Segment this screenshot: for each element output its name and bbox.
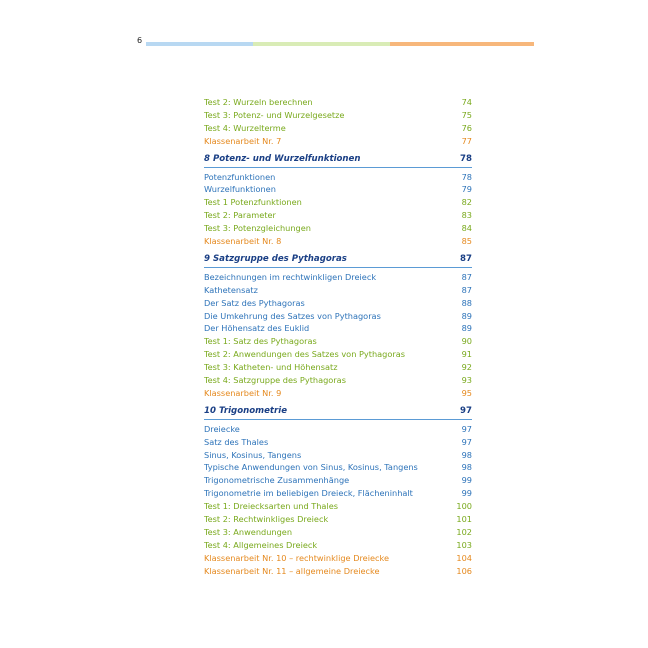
entry-title: Test 3: Potenz- und Wurzelgesetze bbox=[204, 109, 345, 120]
entry-title: Test 4: Satzgruppe des Pythagoras bbox=[204, 375, 346, 386]
entry-page: 89 bbox=[461, 323, 472, 334]
entry-page: 77 bbox=[461, 135, 472, 146]
toc-entry[interactable] bbox=[204, 284, 472, 297]
toc-entry[interactable] bbox=[204, 461, 472, 474]
header-bar-orange bbox=[390, 42, 534, 46]
entry-title: Test 2: Wurzeln berechnen bbox=[204, 97, 313, 107]
entry-title: Test 4: Allgemeines Dreieck bbox=[204, 539, 318, 550]
entry-title: Test 2: Parameter bbox=[204, 210, 276, 221]
toc-entry[interactable] bbox=[204, 565, 472, 578]
entry-title: Der Satz des Pythagoras bbox=[204, 297, 305, 308]
chapter-9-entries bbox=[204, 271, 472, 400]
entry-title: Test 2: Anwendungen des Satzes von Pythagoras bbox=[204, 349, 406, 360]
entry-page: 92 bbox=[461, 362, 472, 373]
entry-page: 97 bbox=[461, 423, 472, 434]
chapter-page: 78 bbox=[460, 154, 472, 165]
entry-title: Test 3: Potenzgleichungen bbox=[204, 223, 311, 234]
toc-entry[interactable] bbox=[204, 135, 472, 148]
chapter-heading-10[interactable] bbox=[204, 404, 472, 420]
entry-page: 97 bbox=[461, 436, 472, 447]
entry-page: 103 bbox=[456, 539, 472, 550]
entry-page: 83 bbox=[461, 210, 472, 221]
entry-title: Klassenarbeit Nr. 7 bbox=[204, 135, 282, 146]
entry-page: 98 bbox=[461, 449, 472, 460]
entry-page: 89 bbox=[461, 310, 472, 321]
entry-page: 99 bbox=[461, 475, 472, 486]
page-number: 6 bbox=[137, 36, 143, 45]
toc-entry[interactable] bbox=[204, 500, 472, 513]
entry-title: Kathetensatz bbox=[204, 284, 258, 295]
chapter-page: 97 bbox=[460, 406, 472, 417]
entry-title: Satz des Thales bbox=[204, 436, 269, 447]
entry-page: 91 bbox=[461, 349, 472, 360]
entry-page: 104 bbox=[456, 552, 472, 563]
toc-entry[interactable] bbox=[204, 552, 472, 565]
chapter-10-entries bbox=[204, 423, 472, 578]
entry-title: Test 1 Potenzfunktionen bbox=[204, 197, 302, 208]
toc-entry[interactable] bbox=[204, 171, 472, 184]
toc-entry[interactable] bbox=[204, 96, 472, 109]
entry-page: 95 bbox=[461, 387, 472, 398]
entry-title: Sinus, Kosinus, Tangens bbox=[204, 449, 302, 460]
entry-page: 88 bbox=[461, 297, 472, 308]
chapter-title: 8 Potenz- und Wurzelfunktionen bbox=[204, 154, 361, 165]
entry-title: Bezeichnungen im rechtwinkligen Dreieck bbox=[204, 271, 377, 282]
entry-page: 100 bbox=[456, 501, 472, 512]
toc-entry[interactable] bbox=[204, 423, 472, 436]
entry-page: 106 bbox=[456, 565, 472, 576]
table-of-contents bbox=[204, 96, 472, 578]
chapter-page: 87 bbox=[460, 254, 472, 265]
entry-title: Die Umkehrung des Satzes von Pythagoras bbox=[204, 310, 381, 321]
toc-entry[interactable] bbox=[204, 387, 472, 400]
toc-entry[interactable] bbox=[204, 335, 472, 348]
entry-title: Test 2: Rechtwinkliges Dreieck bbox=[204, 514, 329, 525]
entry-page: 85 bbox=[461, 236, 472, 247]
entry-page: 93 bbox=[461, 375, 472, 386]
toc-entry[interactable] bbox=[204, 297, 472, 310]
entry-title: Klassenarbeit Nr. 10 – rechtwinklige Dreiecke bbox=[204, 552, 390, 563]
entry-page: 79 bbox=[461, 184, 472, 195]
entry-title: Wurzelfunktionen bbox=[204, 184, 276, 195]
entry-page: 74 bbox=[461, 97, 472, 107]
chapter-heading-9[interactable] bbox=[204, 252, 472, 268]
entry-page: 102 bbox=[456, 526, 472, 537]
entry-page: 98 bbox=[461, 462, 472, 473]
toc-entry[interactable] bbox=[204, 310, 472, 323]
toc-entry[interactable] bbox=[204, 539, 472, 552]
toc-entry[interactable] bbox=[204, 235, 472, 248]
entry-page: 99 bbox=[461, 488, 472, 499]
toc-entry[interactable] bbox=[204, 209, 472, 222]
entry-title: Test 1: Satz des Pythagoras bbox=[204, 336, 317, 347]
entry-title: Klassenarbeit Nr. 8 bbox=[204, 236, 282, 247]
chapter-title: 9 Satzgruppe des Pythagoras bbox=[204, 254, 347, 265]
entry-title: Trigonometrische Zusammenhänge bbox=[204, 475, 350, 486]
entry-title: Trigonometrie im beliebigen Dreieck, Flächeninhalt bbox=[204, 488, 413, 499]
entry-page: 84 bbox=[461, 223, 472, 234]
toc-entry[interactable] bbox=[204, 122, 472, 135]
entry-title: Test 3: Katheten- und Höhensatz bbox=[204, 362, 338, 373]
entry-title: Klassenarbeit Nr. 11 – allgemeine Dreiecke bbox=[204, 565, 380, 576]
toc-entry[interactable] bbox=[204, 487, 472, 500]
entry-title: Test 4: Wurzelterme bbox=[204, 122, 286, 133]
entry-page: 87 bbox=[461, 284, 472, 295]
toc-entry[interactable] bbox=[204, 474, 472, 487]
toc-entry[interactable] bbox=[204, 196, 472, 209]
entry-page: 87 bbox=[461, 271, 472, 282]
toc-entry[interactable] bbox=[204, 222, 472, 235]
entry-page: 78 bbox=[461, 171, 472, 182]
toc-block-continued bbox=[204, 96, 472, 148]
toc-entry[interactable] bbox=[204, 183, 472, 196]
header-bar-blue bbox=[146, 42, 253, 46]
toc-entry[interactable] bbox=[204, 361, 472, 374]
entry-page: 90 bbox=[461, 336, 472, 347]
toc-entry[interactable] bbox=[204, 322, 472, 335]
toc-entry[interactable] bbox=[204, 436, 472, 449]
toc-entry[interactable] bbox=[204, 271, 472, 284]
toc-entry[interactable] bbox=[204, 348, 472, 361]
entry-title: Test 1: Dreiecksarten und Thales bbox=[204, 501, 339, 512]
toc-entry[interactable] bbox=[204, 513, 472, 526]
entry-title: Klassenarbeit Nr. 9 bbox=[204, 387, 282, 398]
chapter-heading-8[interactable] bbox=[204, 152, 472, 168]
chapter-title: 10 Trigonometrie bbox=[204, 406, 288, 417]
entry-page: 76 bbox=[461, 122, 472, 133]
entry-title: Typische Anwendungen von Sinus, Kosinus, Tangens bbox=[204, 462, 418, 473]
toc-entry[interactable] bbox=[204, 374, 472, 387]
entry-title: Potenzfunktionen bbox=[204, 171, 276, 182]
toc-entry[interactable] bbox=[204, 526, 472, 539]
header-bar-green bbox=[253, 42, 390, 46]
toc-entry[interactable] bbox=[204, 449, 472, 462]
toc-entry[interactable] bbox=[204, 109, 472, 122]
entry-page: 101 bbox=[456, 514, 472, 525]
entry-title: Dreiecke bbox=[204, 423, 240, 434]
entry-title: Der Höhensatz des Euklid bbox=[204, 323, 310, 334]
chapter-8-entries bbox=[204, 171, 472, 248]
entry-title: Test 3: Anwendungen bbox=[204, 526, 293, 537]
entry-page: 75 bbox=[461, 109, 472, 120]
entry-page: 82 bbox=[461, 197, 472, 208]
